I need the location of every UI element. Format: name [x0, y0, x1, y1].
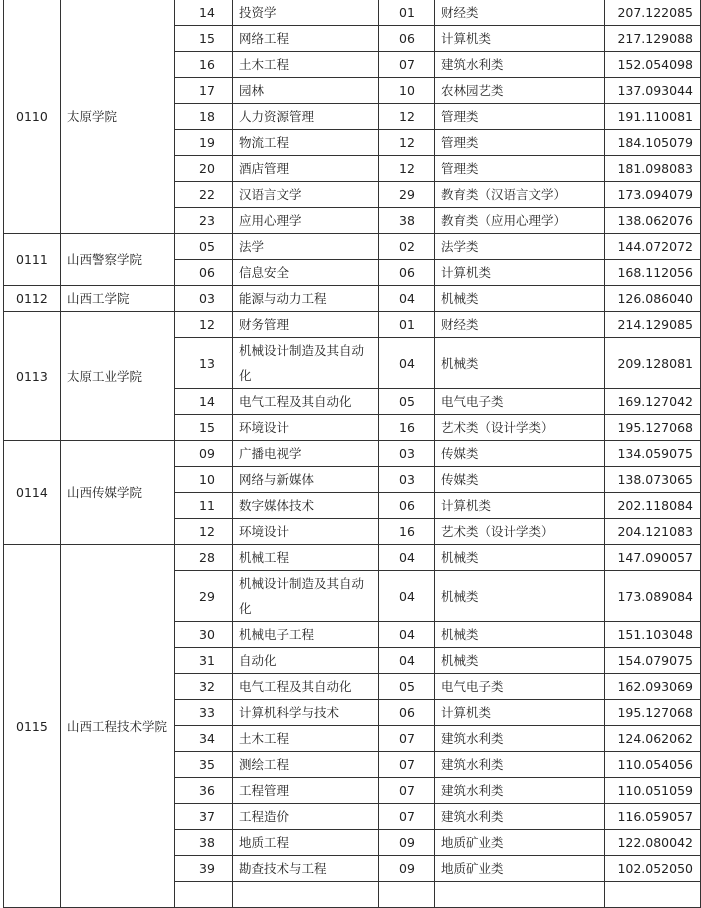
major-name: 酒店管理 [233, 156, 379, 182]
score-value: 110.051059 [605, 778, 701, 804]
school-code: 0111 [4, 234, 61, 286]
category-number: 01 [379, 312, 435, 338]
score-value: 138.073065 [605, 467, 701, 493]
category-number: 03 [379, 441, 435, 467]
category-name: 计算机类 [435, 260, 605, 286]
major-number: 29 [175, 571, 233, 622]
category-number: 03 [379, 467, 435, 493]
major-number: 22 [175, 182, 233, 208]
score-value: 184.105079 [605, 130, 701, 156]
table-row [4, 234, 701, 260]
category-name: 艺术类（设计学类） [435, 519, 605, 545]
major-number: 13 [175, 338, 233, 389]
school-name: 山西工学院 [61, 286, 175, 312]
major-number: 30 [175, 622, 233, 648]
category-number: 12 [379, 156, 435, 182]
category-number: 01 [379, 0, 435, 26]
score-value: 169.127042 [605, 389, 701, 415]
school-name: 太原工业学院 [61, 312, 175, 441]
category-name: 艺术类（设计学类） [435, 415, 605, 441]
category-name [435, 882, 605, 908]
score-value: 110.054056 [605, 752, 701, 778]
category-name: 机械类 [435, 338, 605, 389]
major-name: 物流工程 [233, 130, 379, 156]
major-name: 法学 [233, 234, 379, 260]
score-value: 144.072072 [605, 234, 701, 260]
major-number: 23 [175, 208, 233, 234]
major-number: 34 [175, 726, 233, 752]
major-name: 地质工程 [233, 830, 379, 856]
major-name: 电气工程及其自动化 [233, 389, 379, 415]
category-name: 财经类 [435, 312, 605, 338]
score-value: 126.086040 [605, 286, 701, 312]
school-name: 山西警察学院 [61, 234, 175, 286]
major-name: 测绘工程 [233, 752, 379, 778]
category-name: 传媒类 [435, 441, 605, 467]
major-number: 03 [175, 286, 233, 312]
category-name: 建筑水利类 [435, 726, 605, 752]
table-row [4, 441, 701, 467]
major-name: 投资学 [233, 0, 379, 26]
category-number [379, 882, 435, 908]
major-name: 环境设计 [233, 415, 379, 441]
category-number: 04 [379, 545, 435, 571]
school-name: 山西传媒学院 [61, 441, 175, 545]
major-number: 19 [175, 130, 233, 156]
category-number: 06 [379, 26, 435, 52]
major-name: 数字媒体技术 [233, 493, 379, 519]
category-name: 管理类 [435, 130, 605, 156]
category-number: 12 [379, 104, 435, 130]
category-name: 计算机类 [435, 700, 605, 726]
category-number: 04 [379, 622, 435, 648]
major-name: 电气工程及其自动化 [233, 674, 379, 700]
category-name: 教育类（应用心理学） [435, 208, 605, 234]
major-name: 机械工程 [233, 545, 379, 571]
category-name: 机械类 [435, 622, 605, 648]
score-value: 209.128081 [605, 338, 701, 389]
major-number: 15 [175, 26, 233, 52]
score-value: 168.112056 [605, 260, 701, 286]
major-name: 机械电子工程 [233, 622, 379, 648]
major-name: 自动化 [233, 648, 379, 674]
category-name: 计算机类 [435, 26, 605, 52]
major-number [175, 882, 233, 908]
major-name: 信息安全 [233, 260, 379, 286]
category-name: 地质矿业类 [435, 856, 605, 882]
category-name: 教育类（汉语言文学） [435, 182, 605, 208]
major-name: 网络与新媒体 [233, 467, 379, 493]
score-value: 204.121083 [605, 519, 701, 545]
score-value: 152.054098 [605, 52, 701, 78]
major-name: 人力资源管理 [233, 104, 379, 130]
score-value: 134.059075 [605, 441, 701, 467]
score-value: 195.127068 [605, 415, 701, 441]
category-number: 05 [379, 674, 435, 700]
category-number: 02 [379, 234, 435, 260]
major-number: 35 [175, 752, 233, 778]
category-number: 29 [379, 182, 435, 208]
major-number: 32 [175, 674, 233, 700]
major-name: 汉语言文学 [233, 182, 379, 208]
major-name: 能源与动力工程 [233, 286, 379, 312]
major-number: 36 [175, 778, 233, 804]
table-row [4, 0, 701, 26]
major-number: 09 [175, 441, 233, 467]
major-number: 17 [175, 78, 233, 104]
score-value: 191.110081 [605, 104, 701, 130]
category-number: 07 [379, 752, 435, 778]
major-name: 财务管理 [233, 312, 379, 338]
category-name: 机械类 [435, 545, 605, 571]
score-value: 137.093044 [605, 78, 701, 104]
category-name: 法学类 [435, 234, 605, 260]
category-number: 06 [379, 700, 435, 726]
table-row [4, 286, 701, 312]
major-number: 12 [175, 519, 233, 545]
school-code: 0110 [4, 0, 61, 234]
school-code: 0115 [4, 545, 61, 908]
school-code: 0113 [4, 312, 61, 441]
major-number: 18 [175, 104, 233, 130]
category-name: 管理类 [435, 104, 605, 130]
score-value [605, 882, 701, 908]
category-number: 05 [379, 389, 435, 415]
category-number: 09 [379, 830, 435, 856]
major-number: 10 [175, 467, 233, 493]
major-number: 16 [175, 52, 233, 78]
school-code: 0114 [4, 441, 61, 545]
category-number: 04 [379, 286, 435, 312]
score-value: 217.129088 [605, 26, 701, 52]
category-number: 04 [379, 338, 435, 389]
school-name: 山西工程技术学院 [61, 545, 175, 908]
category-number: 16 [379, 519, 435, 545]
major-number: 37 [175, 804, 233, 830]
major-number: 14 [175, 0, 233, 26]
category-name: 计算机类 [435, 493, 605, 519]
major-name [233, 882, 379, 908]
score-value: 154.079075 [605, 648, 701, 674]
table-row [4, 545, 701, 571]
category-number: 38 [379, 208, 435, 234]
category-name: 建筑水利类 [435, 804, 605, 830]
major-name: 网络工程 [233, 26, 379, 52]
score-value: 151.103048 [605, 622, 701, 648]
score-value: 207.122085 [605, 0, 701, 26]
table-row [4, 312, 701, 338]
category-number: 07 [379, 726, 435, 752]
category-number: 04 [379, 648, 435, 674]
score-value: 116.059057 [605, 804, 701, 830]
category-name: 建筑水利类 [435, 752, 605, 778]
major-number: 33 [175, 700, 233, 726]
major-name: 土木工程 [233, 726, 379, 752]
major-name: 环境设计 [233, 519, 379, 545]
category-number: 07 [379, 804, 435, 830]
major-number: 11 [175, 493, 233, 519]
category-number: 07 [379, 778, 435, 804]
major-number: 14 [175, 389, 233, 415]
major-name: 广播电视学 [233, 441, 379, 467]
category-name: 建筑水利类 [435, 778, 605, 804]
score-value: 138.062076 [605, 208, 701, 234]
category-name: 管理类 [435, 156, 605, 182]
major-number: 06 [175, 260, 233, 286]
score-value: 214.129085 [605, 312, 701, 338]
score-value: 122.080042 [605, 830, 701, 856]
major-name: 应用心理学 [233, 208, 379, 234]
major-number: 20 [175, 156, 233, 182]
major-name: 勘查技术与工程 [233, 856, 379, 882]
category-name: 传媒类 [435, 467, 605, 493]
score-value: 102.052050 [605, 856, 701, 882]
major-number: 12 [175, 312, 233, 338]
score-value: 202.118084 [605, 493, 701, 519]
major-number: 31 [175, 648, 233, 674]
major-number: 05 [175, 234, 233, 260]
major-name: 机械设计制造及其自动化 [233, 338, 379, 389]
category-name: 机械类 [435, 648, 605, 674]
category-name: 机械类 [435, 571, 605, 622]
major-name: 工程管理 [233, 778, 379, 804]
major-number: 28 [175, 545, 233, 571]
major-number: 15 [175, 415, 233, 441]
major-name: 园林 [233, 78, 379, 104]
category-number: 09 [379, 856, 435, 882]
category-name: 电气电子类 [435, 389, 605, 415]
major-number: 39 [175, 856, 233, 882]
score-value: 173.089084 [605, 571, 701, 622]
category-name: 建筑水利类 [435, 52, 605, 78]
score-value: 173.094079 [605, 182, 701, 208]
category-number: 12 [379, 130, 435, 156]
category-name: 地质矿业类 [435, 830, 605, 856]
major-name: 机械设计制造及其自动化 [233, 571, 379, 622]
major-name: 土木工程 [233, 52, 379, 78]
score-value: 162.093069 [605, 674, 701, 700]
score-value: 124.062062 [605, 726, 701, 752]
category-number: 06 [379, 260, 435, 286]
score-value: 147.090057 [605, 545, 701, 571]
score-value: 181.098083 [605, 156, 701, 182]
major-name: 工程造价 [233, 804, 379, 830]
school-code: 0112 [4, 286, 61, 312]
score-value: 195.127068 [605, 700, 701, 726]
category-number: 04 [379, 571, 435, 622]
category-name: 财经类 [435, 0, 605, 26]
category-number: 16 [379, 415, 435, 441]
category-number: 06 [379, 493, 435, 519]
category-number: 07 [379, 52, 435, 78]
admission-table [3, 0, 701, 908]
category-name: 机械类 [435, 286, 605, 312]
major-name: 计算机科学与技术 [233, 700, 379, 726]
category-name: 农林园艺类 [435, 78, 605, 104]
school-name: 太原学院 [61, 0, 175, 234]
major-number: 38 [175, 830, 233, 856]
category-name: 电气电子类 [435, 674, 605, 700]
category-number: 10 [379, 78, 435, 104]
